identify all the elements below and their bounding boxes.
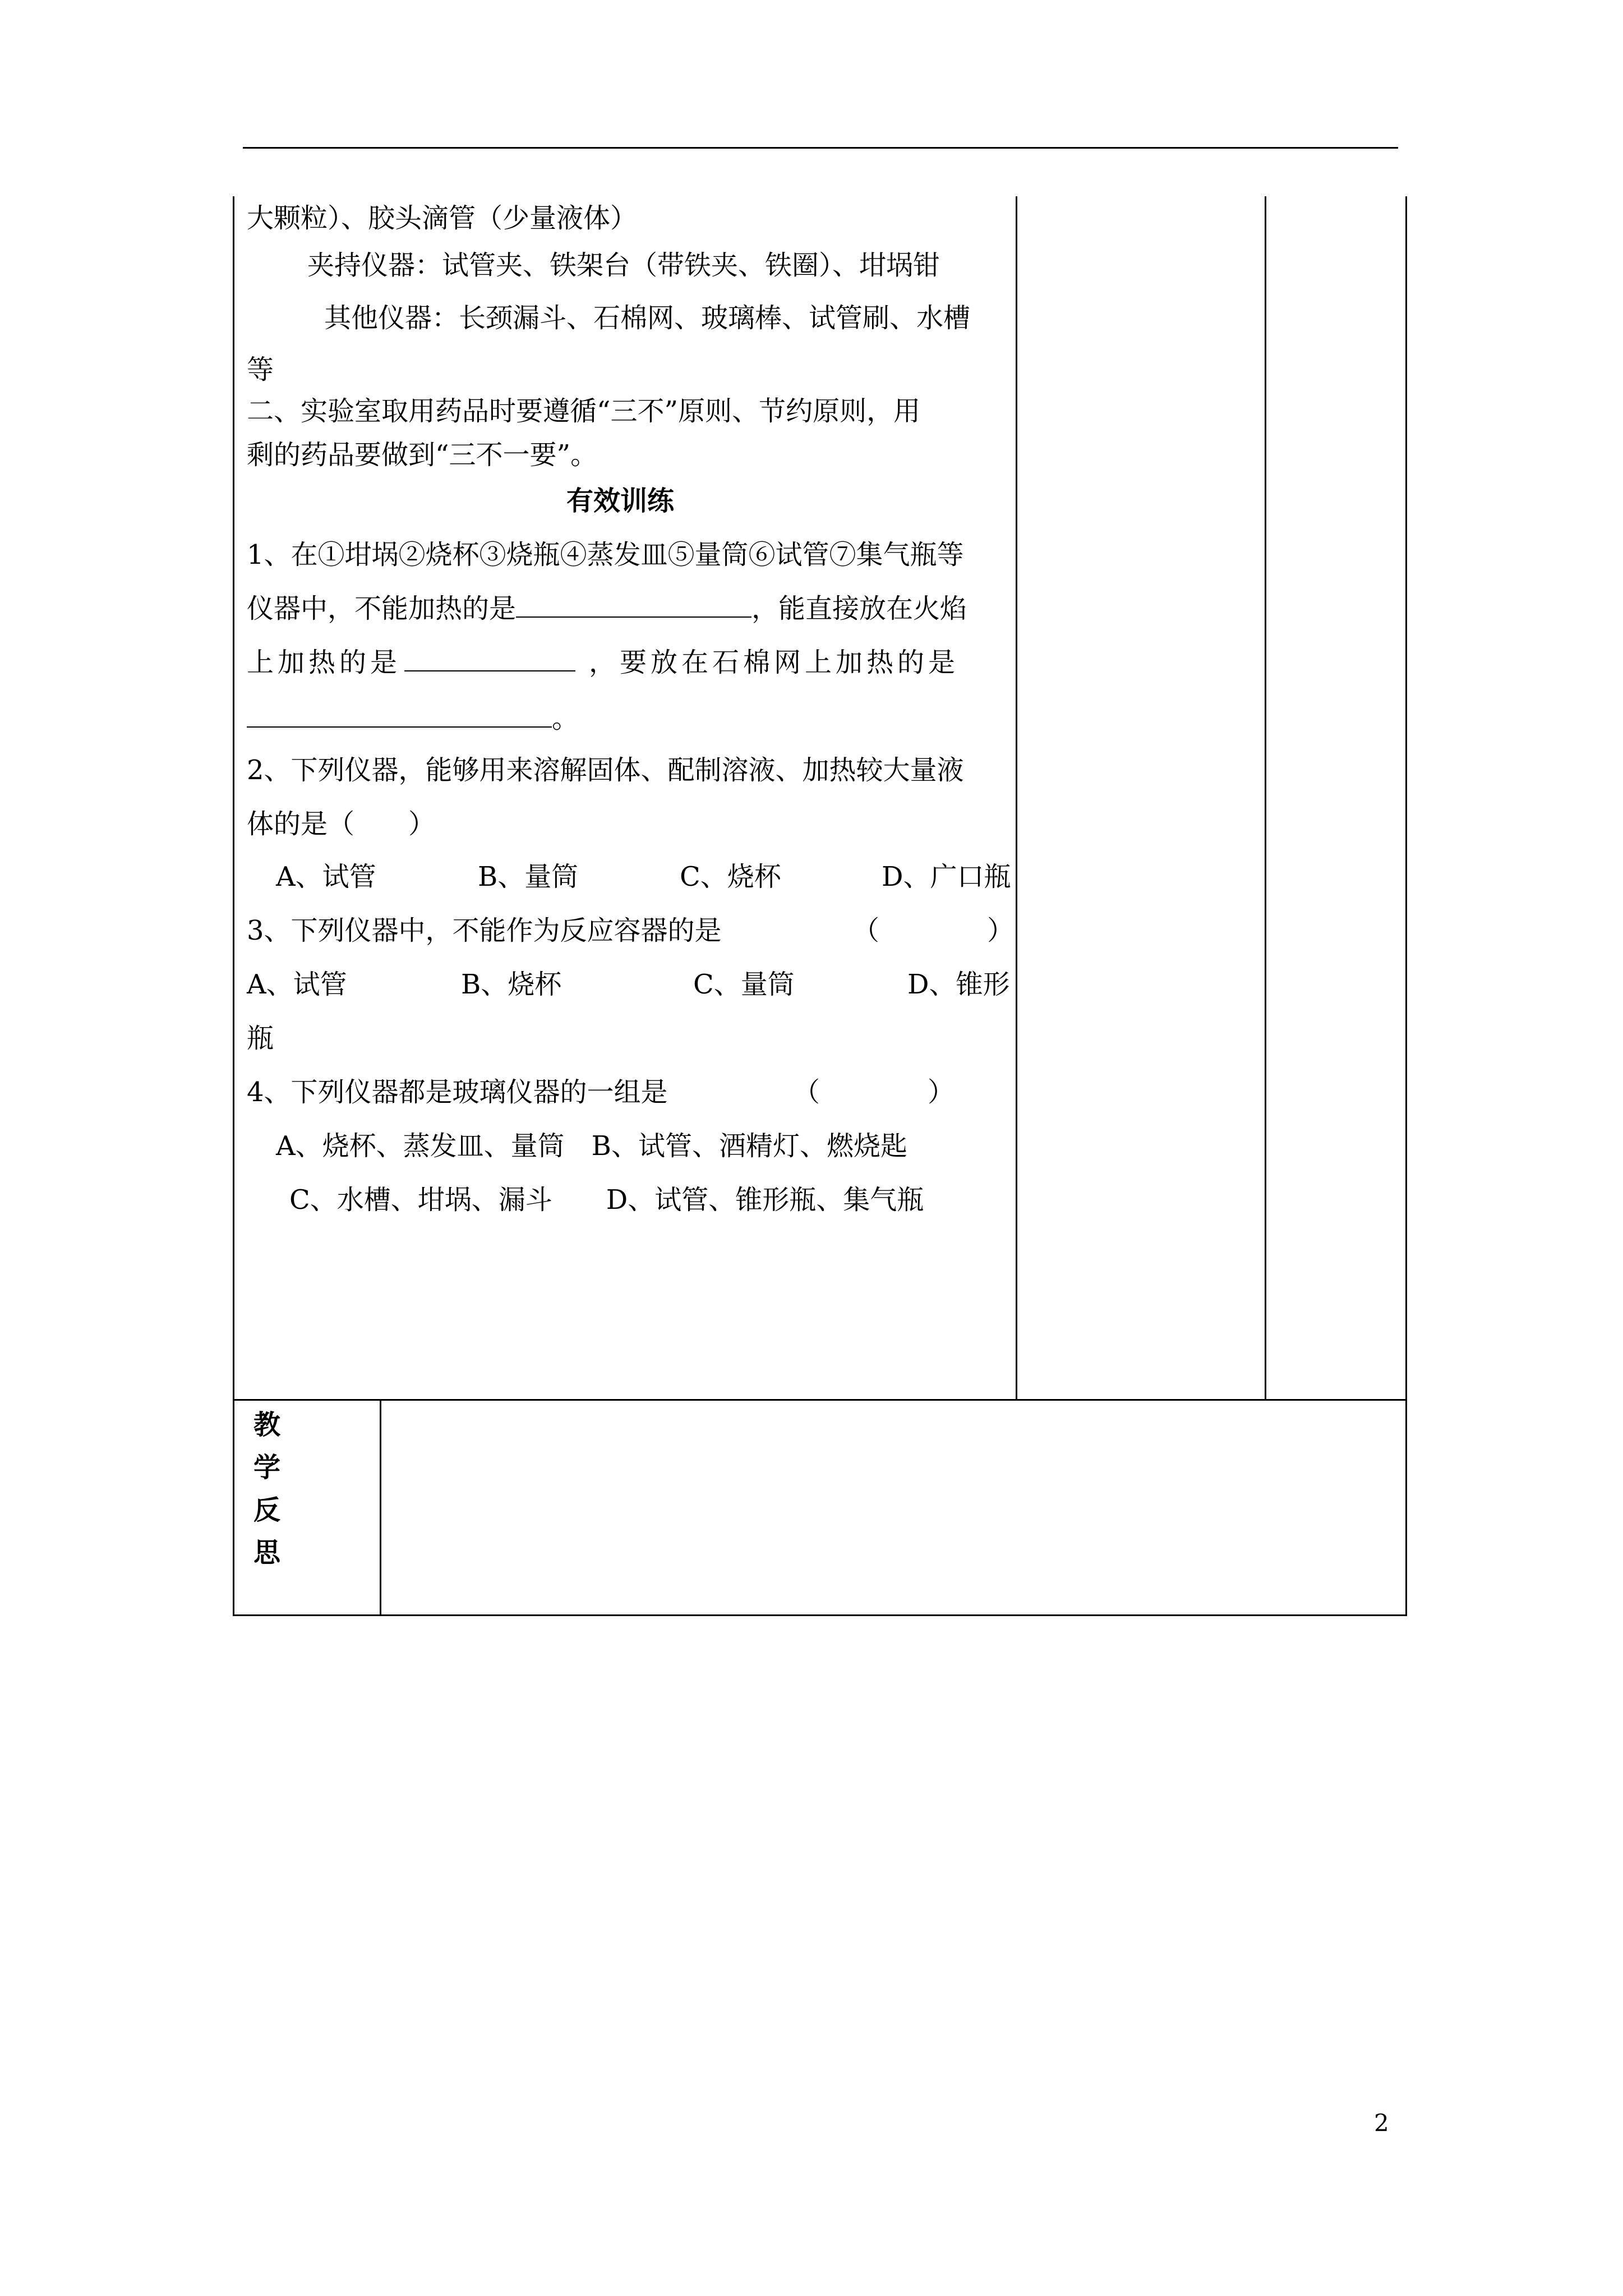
q4-stem: 4、下列仪器都是玻璃仪器的一组是 [247,1076,668,1108]
q2-option-a: A、试管 [276,861,376,892]
q1-line-3-pre: 上加热的是 [247,647,402,678]
q1-blank-2[interactable] [404,648,575,671]
q1-blank-1[interactable] [516,594,751,618]
content-line-1: 大颗粒）、胶头滴管（少量液体） [247,203,638,234]
reflection-char-1: 教 [253,1409,280,1441]
q1-line-4 [247,700,579,737]
q3-stem: 3、下列仪器中，不能作为反应容器的是 [247,915,722,946]
table-row-divider [233,1399,1407,1401]
q2-line-2: 体的是（ ） [247,808,436,840]
content-line-2: 夹持仪器：试管夹、铁架台（带铁夹、铁圈）、坩埚钳 [307,250,940,281]
q4-answer-paren: （ ） [793,1076,955,1108]
content-line-3: 其他仪器：长颈漏斗、石棉网、玻璃棒、试管刷、水槽 [324,302,971,334]
reflection-char-3: 反 [253,1494,280,1526]
q1-line-4-post: 。 [552,703,579,734]
q1-blank-3[interactable] [247,704,552,728]
q1-line-3 [247,644,959,681]
reflection-divider [380,1399,381,1616]
reflection-char-2: 学 [253,1452,280,1483]
q4-line-2: A、烧杯、蒸发皿、量筒 B、试管、酒精灯、燃烧匙 [276,1130,907,1162]
q2-option-c: C、烧杯 [680,861,781,892]
table-right-border [1405,196,1407,1616]
q3-wrap: 瓶 [247,1023,274,1054]
q4-line-3: C、水槽、坩埚、漏斗 D、试管、锥形瓶、集气瓶 [289,1184,924,1216]
q3-option-a: A、试管 [247,969,347,1000]
q1-line-2-post: ，能直接放在火焰 [751,593,967,624]
q2-option-d: D、广口瓶 [882,861,1011,892]
reflection-char-4: 思 [253,1537,280,1568]
training-heading: 有效训练 [566,485,675,517]
table-bottom-border [233,1614,1407,1616]
q1-line-2 [247,590,967,627]
q3-answer-paren: （ ） [852,915,1015,946]
q1-line-3-post: ，要放在石棉网上加热的是 [589,647,960,678]
q3-option-b: B、烧杯 [461,969,562,1000]
q2-option-b: B、量筒 [478,861,579,892]
q1-line-1: 1、在①坩埚②烧杯③烧瓶④蒸发皿⑤量筒⑥试管⑦集气瓶等 [247,539,964,570]
content-line-6: 剩的药品要做到“三不一要”。 [247,439,598,471]
q3-option-c: C、量筒 [693,969,795,1000]
q3-option-d: D、锥形 [907,969,1010,1000]
table-column-divider-2 [1265,196,1266,1400]
q1-line-2-pre: 仪器中，不能加热的是 [247,593,517,624]
table-left-border [233,196,234,1616]
page-number: 2 [1374,2109,1389,2137]
content-line-4: 等 [247,354,274,385]
table-column-divider-1 [1016,196,1017,1400]
header-rule [243,147,1398,149]
content-line-5: 二、实验室取用药品时要遵循“三不”原则、节约原则，用 [247,395,921,427]
q2-line-1: 2、下列仪器，能够用来溶解固体、配制溶液、加热较大量液 [247,754,964,786]
